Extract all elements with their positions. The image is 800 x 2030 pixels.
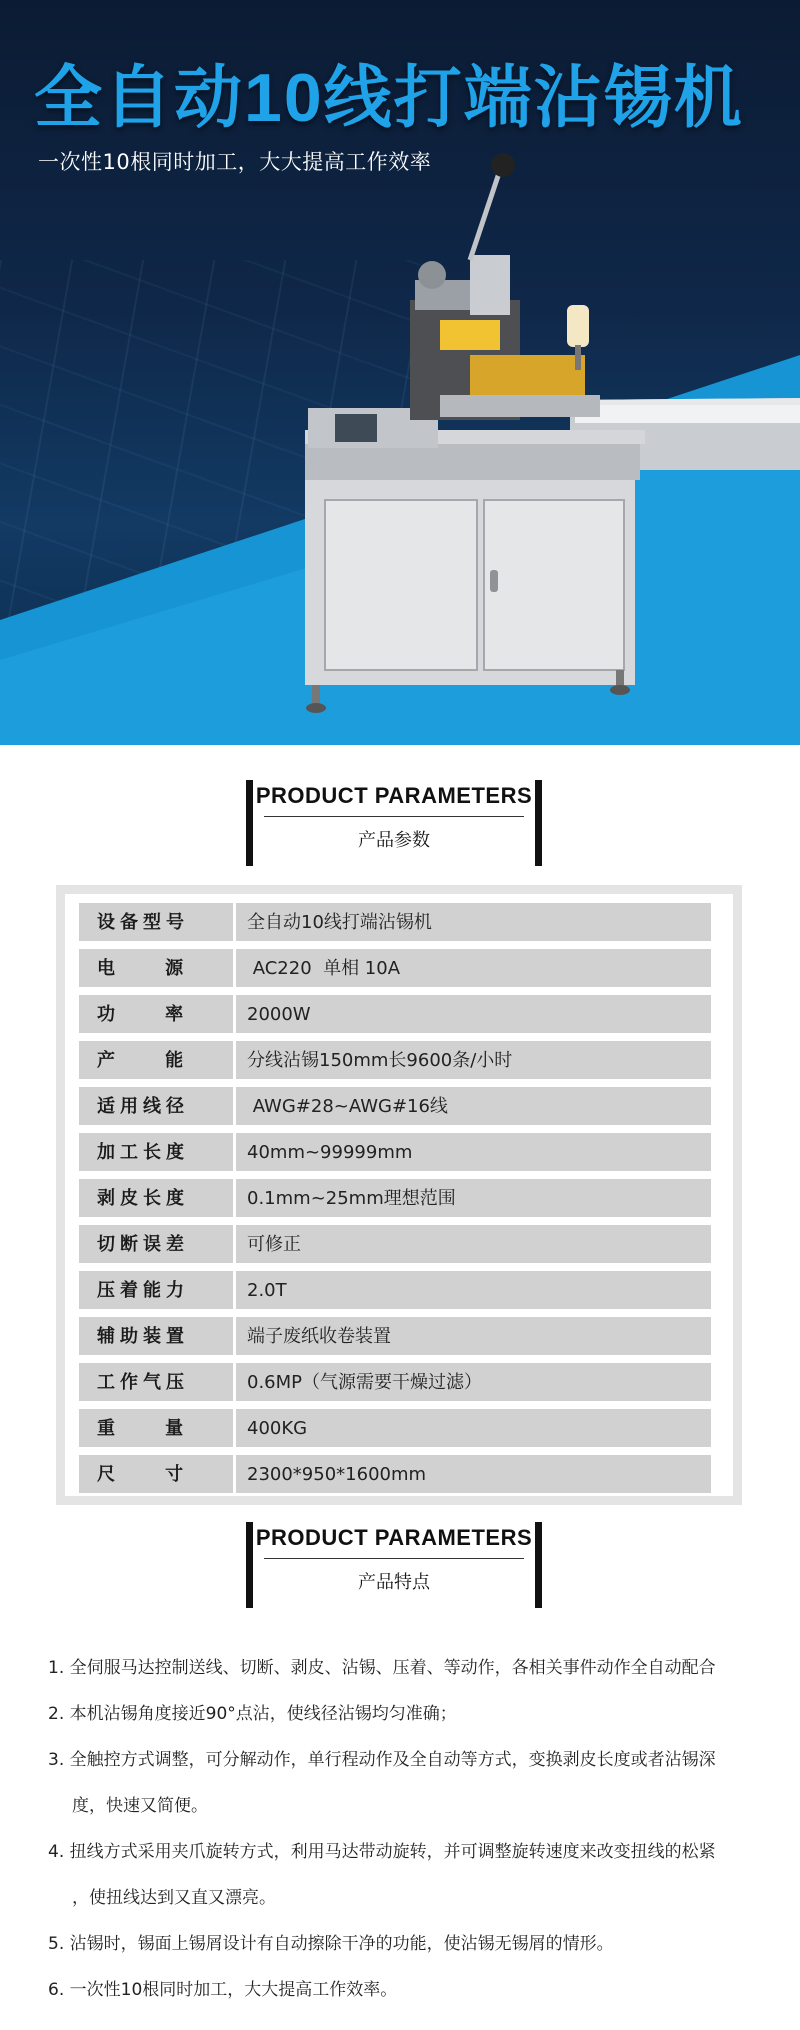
- params-table: [56, 885, 742, 1505]
- param-label: 尺 寸: [97, 1464, 189, 1485]
- param-label: 功 率: [97, 1004, 189, 1025]
- feature-item: 3. 全触控方式调整，可分解动作，单行程动作及全自动等方式，变换剥皮长度或者沾锡深: [48, 1750, 716, 1770]
- content-card: [8, 745, 790, 2030]
- table-row: [79, 1363, 711, 1401]
- table-row: [79, 949, 711, 987]
- param-value: 400KG: [247, 1418, 308, 1439]
- param-value: AWG#28~AWG#16线: [247, 1096, 448, 1117]
- table-row: [79, 995, 711, 1033]
- param-value: 2300*950*1600mm: [247, 1464, 427, 1485]
- param-label: 加工长度: [97, 1142, 189, 1163]
- cell-separator: [233, 1363, 236, 1401]
- param-value: 0.1mm~25mm理想范围: [247, 1188, 456, 1209]
- features-header-en: PRODUCT PARAMETERS: [255, 1525, 533, 1550]
- param-value: 端子废纸收卷装置: [247, 1326, 391, 1347]
- header-divider: [264, 816, 524, 817]
- features-header-cn: 产品特点: [358, 1572, 430, 1593]
- cell-separator: [233, 1317, 236, 1355]
- header-bar-right: [535, 780, 542, 866]
- param-value: AC220 单相 10A: [247, 958, 401, 979]
- param-value: 全自动10线打端沾锡机: [247, 912, 432, 933]
- param-label: 辅助装置: [97, 1326, 189, 1347]
- cell-separator: [233, 1225, 236, 1263]
- cell-separator: [233, 1133, 236, 1171]
- table-row: [79, 1087, 711, 1125]
- feature-item: 2. 本机沾锡角度接近90°点沾，使线径沾锡均匀准确；: [48, 1704, 457, 1724]
- cell-separator: [233, 903, 236, 941]
- param-label: 电 源: [97, 958, 189, 979]
- param-value: 0.6MP（气源需要干燥过滤）: [247, 1372, 483, 1393]
- table-row: [79, 1409, 711, 1447]
- param-value: 2.0T: [247, 1280, 287, 1301]
- table-row: [79, 1041, 711, 1079]
- param-label: 产 能: [97, 1050, 189, 1071]
- cell-separator: [233, 1271, 236, 1309]
- cell-separator: [233, 995, 236, 1033]
- cell-separator: [233, 1087, 236, 1125]
- table-row: [79, 1133, 711, 1171]
- param-label: 工作气压: [97, 1372, 189, 1393]
- feature-item: 4. 扭线方式采用夹爪旋转方式，利用马达带动旋转，并可调整旋转速度来改变扭线的松紧: [48, 1842, 716, 1862]
- param-label: 剥皮长度: [97, 1188, 189, 1209]
- header-bar-right: [535, 1522, 542, 1608]
- param-label: 重 量: [97, 1418, 189, 1439]
- param-label: 切断误差: [97, 1234, 189, 1255]
- cell-separator: [233, 1041, 236, 1079]
- cell-separator: [233, 1179, 236, 1217]
- header-divider: [264, 1558, 524, 1559]
- features-section-header: [246, 1522, 542, 1608]
- table-row: [79, 1317, 711, 1355]
- params-header-en: PRODUCT PARAMETERS: [255, 783, 533, 808]
- cell-separator: [233, 1455, 236, 1493]
- table-row: [79, 1179, 711, 1217]
- table-row: [79, 1271, 711, 1309]
- param-value: 2000W: [247, 1004, 311, 1025]
- table-row: [79, 1455, 711, 1493]
- cell-separator: [233, 949, 236, 987]
- hero-banner: [0, 0, 800, 745]
- param-value: 分线沾锡150mm长9600条/小时: [247, 1050, 513, 1071]
- feature-item: 6. 一次性10根同时加工，大大提高工作效率。: [48, 1980, 398, 2000]
- cell-separator: [233, 1409, 236, 1447]
- params-table-inner: [65, 894, 733, 1496]
- params-header-cn: 产品参数: [358, 830, 430, 851]
- feature-item: 5. 沾锡时，锡面上锡屑设计有自动擦除干净的功能，使沾锡无锡屑的情形。: [48, 1934, 614, 1954]
- hero-subtitle: 一次性10根同时加工，大大提高工作效率: [38, 150, 432, 174]
- param-label: 压着能力: [97, 1280, 189, 1301]
- table-row: [79, 903, 711, 941]
- feature-item-continuation: 度，快速又简便。: [72, 1796, 208, 1816]
- param-value: 可修正: [247, 1234, 301, 1255]
- feature-item-continuation: ，使扭线达到又直又漂亮。: [72, 1888, 276, 1908]
- table-row: [79, 1225, 711, 1263]
- hero-title: 全自动10线打端沾锡机: [34, 60, 744, 136]
- param-value: 40mm~99999mm: [247, 1142, 413, 1163]
- param-label: 适用线径: [97, 1096, 189, 1117]
- params-section-header: [246, 780, 542, 866]
- param-label: 设备型号: [97, 912, 189, 933]
- features-list: [48, 1645, 768, 2013]
- feature-item: 1. 全伺服马达控制送线、切断、剥皮、沾锡、压着、等动作，各相关事件动作全自动配合: [48, 1658, 716, 1678]
